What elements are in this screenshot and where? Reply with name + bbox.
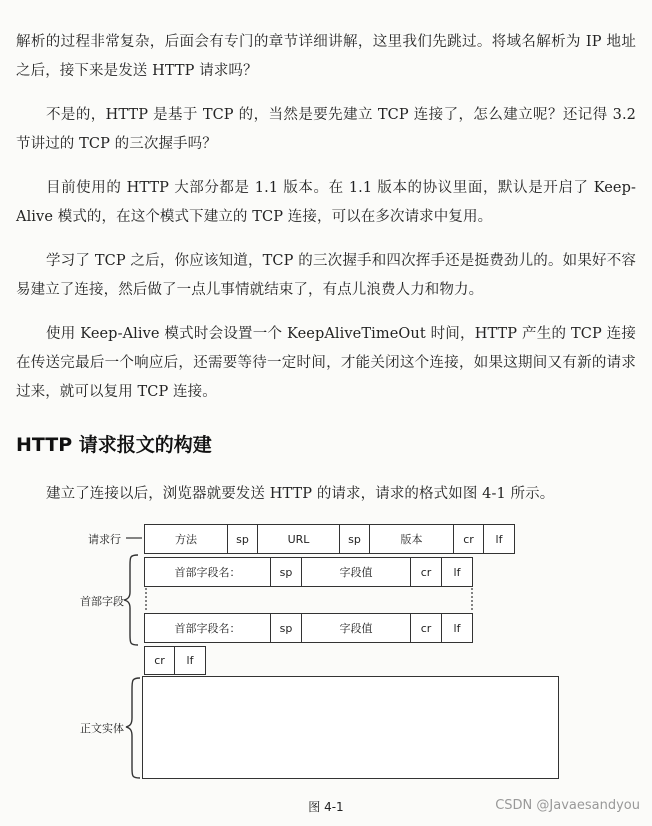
field-cr: cr bbox=[410, 557, 442, 587]
field-version: 版本 bbox=[369, 524, 454, 554]
field-sp: sp bbox=[227, 524, 258, 554]
body-brace bbox=[126, 678, 140, 778]
field-header-value: 字段值 bbox=[301, 557, 411, 587]
paragraph-http-version: 目前使用的 HTTP 大部分都是 1.1 版本。在 1.1 版本的协议里面，默认是开启了 Keep-Alive 模式的，在这个模式下建立的 TCP 连接，可以在多次请求中复用。 bbox=[16, 180, 636, 225]
paragraph-domain-resolution: 解析的过程非常复杂，后面会有专门的章节详细讲解，这里我们先跳过。将域名解析为 IP 地址之后，接下来是发送 HTTP 请求吗？ bbox=[16, 34, 636, 79]
field-lf: lf bbox=[441, 613, 473, 643]
body-entity-box bbox=[142, 676, 559, 779]
field-method: 方法 bbox=[144, 524, 228, 554]
paragraph-keepalive-timeout: 使用 Keep-Alive 模式时会设置一个 KeepAliveTimeOut 时间，HTTP 产生的 TCP 连接在传送完最后一个响应后，还需要等待一定时间，才能关闭这个连接，如果这期间又有新的请求过来，就可以复用 TCP 连接。 bbox=[16, 326, 636, 400]
field-url: URL bbox=[257, 524, 340, 554]
section-heading: HTTP 请求报文的构建 bbox=[16, 434, 212, 456]
paragraph-tcp-connection: 不是的，HTTP 是基于 TCP 的，当然是要先建立 TCP 连接了，怎么建立呢？还记得 3.2 节讲过的 TCP 的三次握手吗？ bbox=[16, 107, 636, 152]
field-lf: lf bbox=[441, 557, 473, 587]
label-request-line: 请求行 bbox=[88, 533, 121, 546]
field-header-value: 字段值 bbox=[301, 613, 411, 643]
label-body: 正文实体 bbox=[80, 722, 124, 735]
field-header-name: 首部字段名： bbox=[144, 613, 271, 643]
paragraph-intro: 建立了连接以后，浏览器就要发送 HTTP 的请求，请求的格式如图 4-1 所示。 bbox=[46, 486, 555, 502]
field-lf: lf bbox=[483, 524, 515, 554]
field-header-name: 首部字段名： bbox=[144, 557, 271, 587]
field-cr: cr bbox=[410, 613, 442, 643]
field-sp: sp bbox=[270, 557, 302, 587]
header-brace bbox=[124, 555, 138, 645]
field-lf: lf bbox=[174, 646, 206, 675]
paragraph-tcp-cost: 学习了 TCP 之后，你应该知道，TCP 的三次握手和四次挥手还是挺费劲儿的。如果好不容易建立了连接，然后做了一点儿事情就结束了，有点儿浪费人力和物力。 bbox=[16, 253, 636, 298]
field-sp: sp bbox=[339, 524, 370, 554]
field-cr: cr bbox=[144, 646, 175, 675]
field-sp: sp bbox=[270, 613, 302, 643]
csdn-watermark: CSDN @Javaesandyou bbox=[495, 798, 640, 813]
figure-caption: 图 4-1 bbox=[308, 800, 344, 814]
label-header-fields: 首部字段 bbox=[80, 595, 124, 608]
field-cr: cr bbox=[453, 524, 484, 554]
